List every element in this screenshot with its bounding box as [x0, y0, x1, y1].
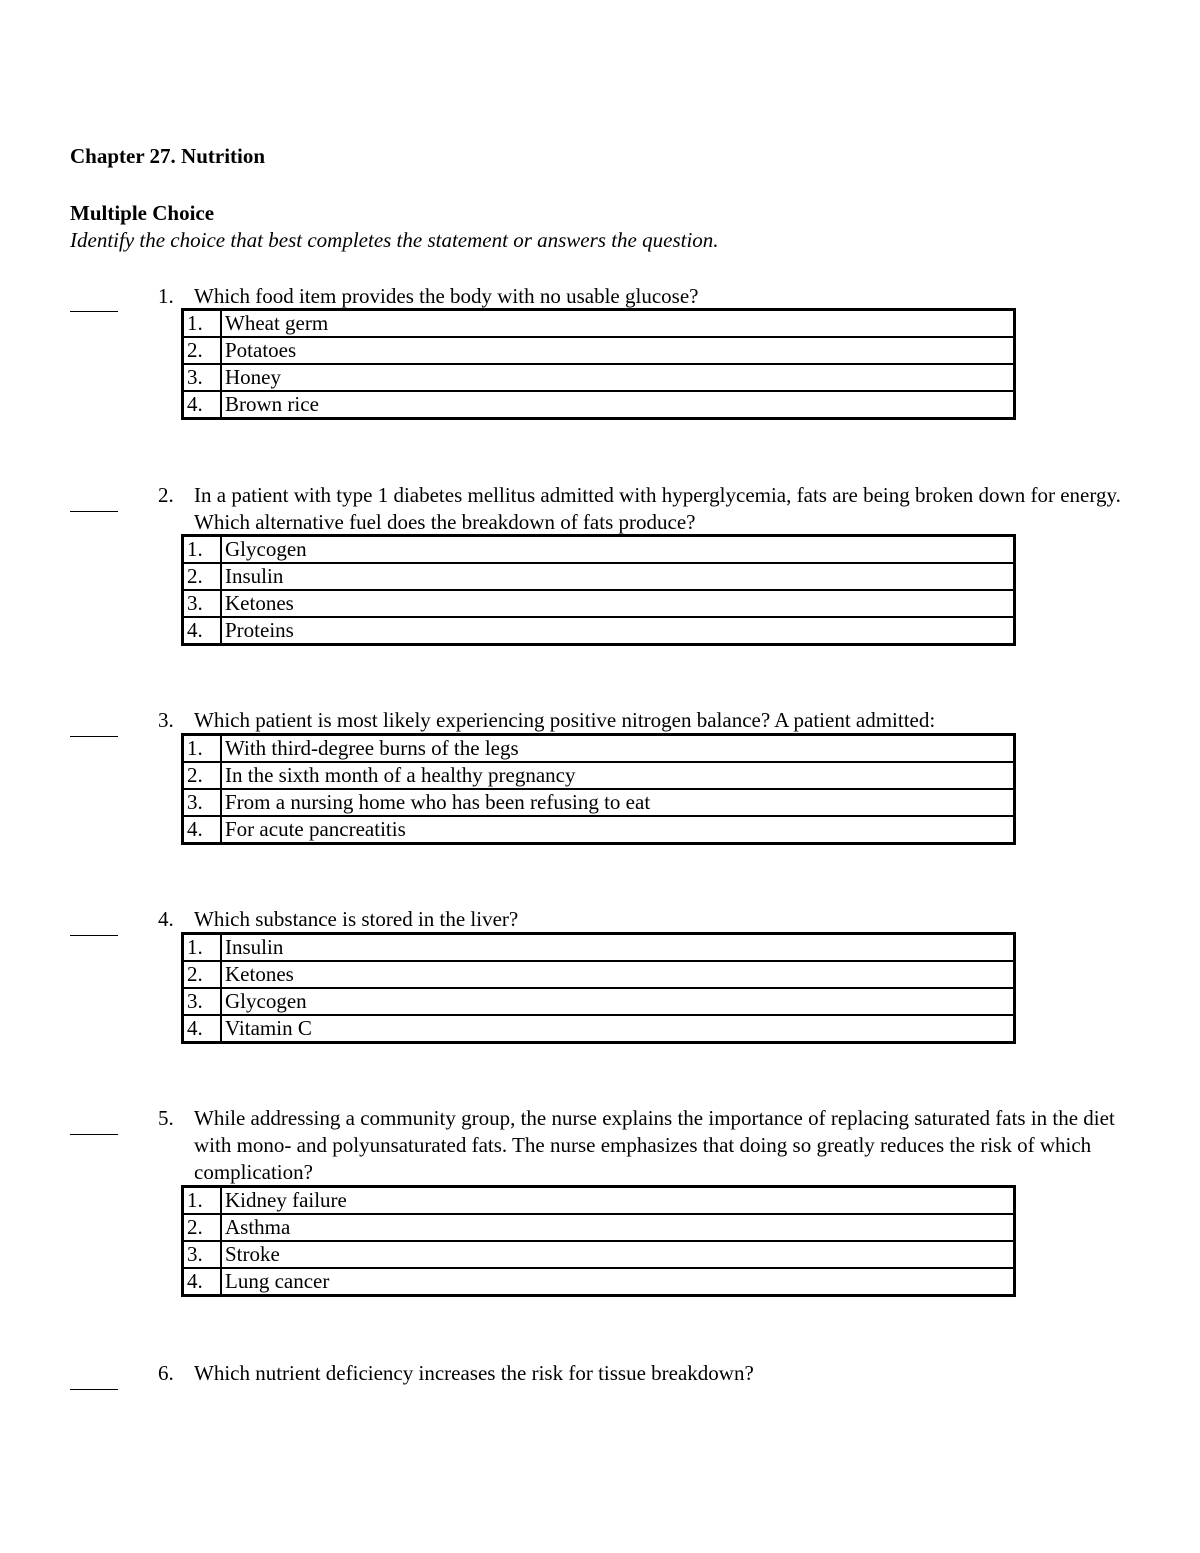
answer-option[interactable] [183, 337, 1015, 364]
option-number: 4. [183, 816, 222, 844]
answer-blank[interactable] [70, 284, 118, 312]
answer-option[interactable] [183, 563, 1015, 590]
option-number: 2. [183, 1214, 222, 1241]
answer-blank[interactable] [70, 484, 118, 512]
option-text: Ketones [221, 961, 1015, 988]
question-number: 2. [158, 483, 174, 507]
answer-option[interactable] [183, 934, 1015, 962]
answer-option[interactable] [183, 988, 1015, 1015]
option-number: 4. [183, 1015, 222, 1043]
question-number: 1. [158, 284, 174, 308]
option-text: With third-degree burns of the legs [221, 735, 1015, 763]
answer-options-table [181, 1185, 1016, 1297]
option-number: 3. [183, 364, 222, 391]
answer-options-table [181, 733, 1016, 845]
option-text: Wheat germ [221, 310, 1015, 338]
option-number: 1. [183, 735, 222, 763]
option-number: 2. [183, 961, 222, 988]
answer-option[interactable] [183, 536, 1015, 564]
option-text: Insulin [221, 934, 1015, 962]
question-text: Which food item provides the body with no usable glucose? [194, 284, 699, 308]
option-text: Glycogen [221, 988, 1015, 1015]
option-number: 4. [183, 391, 222, 419]
option-number: 4. [183, 1268, 222, 1296]
question-text: Which nutrient deficiency increases the risk for tissue breakdown? [194, 1361, 754, 1385]
answer-option[interactable] [183, 1015, 1015, 1043]
option-text: From a nursing home who has been refusing to eat [221, 789, 1015, 816]
answer-options-table [181, 932, 1016, 1044]
answer-blank[interactable] [70, 709, 118, 737]
option-text: Brown rice [221, 391, 1015, 419]
option-number: 3. [183, 1241, 222, 1268]
option-number: 2. [183, 762, 222, 789]
option-number: 2. [183, 337, 222, 364]
option-number: 1. [183, 536, 222, 564]
answer-option[interactable] [183, 762, 1015, 789]
answer-option[interactable] [183, 590, 1015, 617]
answer-option[interactable] [183, 1268, 1015, 1296]
option-text: Proteins [221, 617, 1015, 645]
answer-option[interactable] [183, 310, 1015, 338]
option-text: Kidney failure [221, 1187, 1015, 1215]
question-text: Which patient is most likely experiencing positive nitrogen balance? A patient admitted: [194, 708, 936, 732]
question-text: In a patient with type 1 diabetes mellitus admitted with hyperglycemia, fats are being broken down for energy. Which alternative fuel does the breakdown of fats produce? [194, 483, 1121, 534]
question-text: While addressing a community group, the nurse explains the importance of replacing saturated fats in the diet with mono- and polyunsaturated fats. The nurse emphasizes that doing so greatly reduces the risk of which complication? [194, 1106, 1115, 1184]
answer-option[interactable] [183, 391, 1015, 419]
answer-option[interactable] [183, 1214, 1015, 1241]
question-number: 6. [158, 1361, 174, 1385]
section-heading: Multiple Choice [70, 201, 215, 225]
option-text: Honey [221, 364, 1015, 391]
option-number: 4. [183, 617, 222, 645]
answer-option[interactable] [183, 617, 1015, 645]
question-number: 4. [158, 907, 174, 931]
answer-option[interactable] [183, 364, 1015, 391]
option-text: Asthma [221, 1214, 1015, 1241]
answer-options-table [181, 308, 1016, 420]
option-text: In the sixth month of a healthy pregnancy [221, 762, 1015, 789]
instructions: Identify the choice that best completes the statement or answers the question. [70, 228, 719, 252]
answer-options-table [181, 534, 1016, 646]
chapter-title: Chapter 27. Nutrition [70, 144, 266, 168]
answer-blank[interactable] [70, 1362, 118, 1390]
option-text: For acute pancreatitis [221, 816, 1015, 844]
question-text: Which substance is stored in the liver? [194, 907, 519, 931]
answer-option[interactable] [183, 1241, 1015, 1268]
answer-option[interactable] [183, 789, 1015, 816]
question-number: 5. [158, 1106, 174, 1130]
question-number: 3. [158, 708, 174, 732]
answer-option[interactable] [183, 1187, 1015, 1215]
option-text: Insulin [221, 563, 1015, 590]
option-text: Glycogen [221, 536, 1015, 564]
answer-blank[interactable] [70, 1107, 118, 1135]
option-text: Ketones [221, 590, 1015, 617]
option-text: Vitamin C [221, 1015, 1015, 1043]
answer-option[interactable] [183, 735, 1015, 763]
option-text: Stroke [221, 1241, 1015, 1268]
option-text: Lung cancer [221, 1268, 1015, 1296]
answer-option[interactable] [183, 961, 1015, 988]
option-number: 1. [183, 310, 222, 338]
option-number: 1. [183, 1187, 222, 1215]
option-number: 2. [183, 563, 222, 590]
option-number: 3. [183, 988, 222, 1015]
option-number: 3. [183, 789, 222, 816]
answer-option[interactable] [183, 816, 1015, 844]
option-number: 1. [183, 934, 222, 962]
answer-blank[interactable] [70, 908, 118, 936]
option-number: 3. [183, 590, 222, 617]
option-text: Potatoes [221, 337, 1015, 364]
